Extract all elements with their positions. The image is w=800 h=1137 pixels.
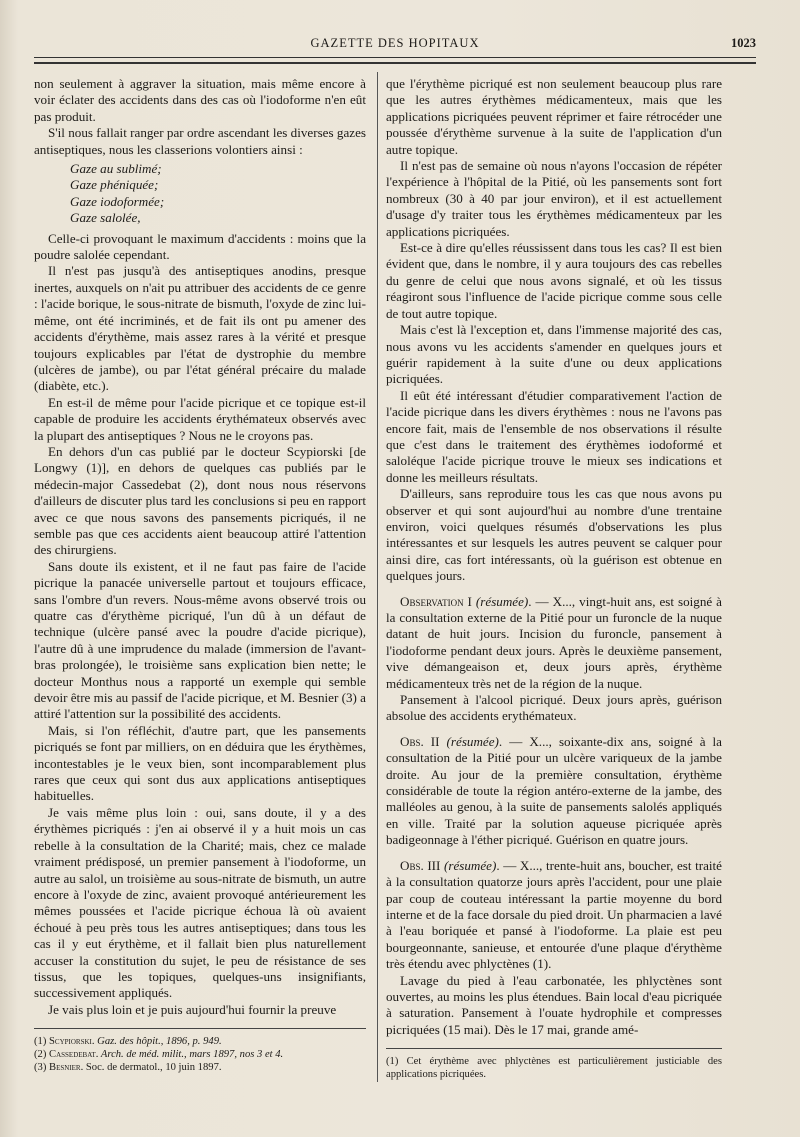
observation-resumee: (résumée): [446, 733, 499, 749]
observation-3: [386, 858, 722, 973]
paragraph: Il n'est pas jusqu'à des antiseptiques anodins, presque inertes, auxquels on n'ait pu attribuer des accidents de ce genre : l'acide borique, le sous-nitrate de bismuth, l'oxyde de zinc lui-même, ont été incriminés, et de fait ils ont pu amener des accidents d'érythème, mais assez rares à la vérité et presque toujours explicables par l'état de dystrophie du membre (ulcères de jambe), ou par l'état général précaire du malade (diabète, etc.).: [34, 263, 366, 394]
observation-1: [386, 594, 722, 692]
footnote-text: Arch. de méd. milit., mars 1897, nos 3 et 4.: [98, 1049, 284, 1061]
paragraph: Mais c'est là l'exception et, dans l'immense majorité des cas, nous avons vu les accidents s'amender en quelques jours et guérir rapidement à la suite d'une ou deux applications picriquées.: [386, 322, 722, 387]
paragraph: Est-ce à dire qu'elles réussissent dans tous les cas? Il est bien évident que, dans le nombre, il y aura toujours des cas rebelles du genre de celui que nous avons signalé, et où les tissus réagiront sous l'influence de l'acide picrique comme sous celle de tout autre topique.: [386, 240, 722, 321]
footnote-text: Gaz. des hôpit., 1896, p. 949.: [94, 1036, 222, 1048]
footnote: [34, 1048, 366, 1061]
observation-2: [386, 734, 722, 849]
header-rule: [34, 57, 756, 58]
list-item: Gaze au sublimé;: [70, 161, 162, 177]
observation-resumee: (résumée): [444, 857, 497, 873]
footnote-rule: [386, 1048, 722, 1049]
paragraph: D'ailleurs, sans reproduire tous les cas que nous avons pu observer et qui sont aujourd'hui au nombre d'une trentaine environ, voici quelques résumés d'observations les plus intéressantes et sur lesquels les autres peuvent se calquer pour ainsi dire, cas fort intéressants, où la guérison est obtenue en quelques jours.: [386, 486, 722, 584]
paragraph: Je vais plus loin et je puis aujourd'hui fournir la preuve: [48, 1001, 337, 1017]
paragraph: Mais, si l'on réfléchit, d'autre part, que les pansements picriqués se font par milliers, on en déduira que les érythèmes, incontestables je le veux bien, sont incomparablement plus rares que ceux qui sont dus aux applications antiseptiques habituelles.: [34, 722, 366, 804]
running-header: [34, 36, 756, 52]
paragraph: En dehors d'un cas publié par le docteur Scypiorski [de Longwy (1)], en dehors de quelques cas publiés par le médecin-major Cassedebat (2), dont nous nous réservons d'ailleurs de discuter plus tard les conclusions si peu en rapport avec ce que nous savons des pansements picriqués, il ne semble pas que ces accidents aient beaucoup attiré l'attention des chirurgiens.: [34, 443, 366, 558]
footnote-author: Cassedebat.: [49, 1049, 99, 1061]
footnote-author: Besnier.: [49, 1062, 84, 1074]
column-divider: [377, 72, 378, 1082]
observation-resumee: (résumée): [475, 593, 529, 609]
gauze-list: [70, 161, 366, 227]
observation-text: . — X..., vingt-huit ans, est soigné à la consultation externe de la Pitié pour un furoncle de la nuque datant de huit jours. Incision du furoncle, pansement à l'iodoforme pendant deux jours. Après le deuxième pansement, vive démangeaison et, deux jours après, érythème médicamenteux très net de la région de la nuque.: [386, 593, 722, 691]
paragraph: Sans doute ils existent, et il ne faut pas faire de l'acide picrique la panacée universelle partout et toujours efficace, sans l'ombre d'un revers. Nous-même avons observé trois ou quatre cas d'érythème picriqué, l'un dû à un défaut de technique (ulcère pansé avec la poudre d'acide picrique), l'autre dû à une imprudence du malade (immersion de l'avant-bras prolongée), le troisième sans explication bien nette; le docteur Monthus nous a rapporté un exemple qui semble devoir être mis au passif de l'acide picrique, et M. Besnier (3) a attiré l'attention sur la possibilité des accidents.: [34, 558, 366, 722]
header-double-rule: [34, 62, 756, 64]
paragraph: Celle-ci provoquant le maximum d'accidents : moins que la poudre salolée cependant.: [34, 230, 366, 263]
paragraph: Il n'est pas de semaine où nous n'ayons l'occasion de répéter l'expérience à l'hôpital de la Pitié, où les pansements sont fort nombreux (30 à 40 par jour environ), et il est actuellement d'usage d'y traiter tous les érythèmes médicamenteux par les applications picriquées.: [386, 158, 722, 239]
observation-label: Obs. III: [400, 857, 441, 873]
footnote-number: (1): [34, 1036, 47, 1048]
paragraph: S'il nous fallait ranger par ordre ascendant les diverses gazes antiseptiques, nous les classerions volontiers ainsi :: [34, 125, 366, 157]
list-item: Gaze phéniquée;: [70, 177, 159, 193]
observation-text: . — X..., trente-huit ans, boucher, est traité à la consultation quatorze jours après l'accident, pour une plaie par coup de couteau intéressant la partie moyenne du bord interne et de la face dorsale du pied droit. Un pharmacien a lavé à l'eau boriquée et pansé à l'iodoforme. La plaie est peu bourgeonnante, sanieuse, et entourée d'une plaque d'érythème très étendu avec phlyctènes (1).: [386, 857, 722, 972]
list-item: Gaze salolée,: [70, 210, 141, 226]
paragraph: Je vais même plus loin : oui, sans doute, il y a des érythèmes picriqués : j'en ai observé il y a huit mois un cas rebelle à la consultation de la Charité; mais, chez ce malade vraiment prédisposé, un premier pansement à l'iodoforme, un autre au salol, un troisième au sous-nitrate de bismuth, un autre encore à l'oxyde de zinc, avaient provoqué antérieurement les mêmes poussées et l'acide picrique échoua là où avaient échoué à peu près tous les autres antiseptiques; dans tous les cas il y eut érythème, et il fallait bien plus naturellement accuser la constitution du sujet, le peu de résistance de ses tissus, que les topiques, quelques-uns insignifiants, successivement appliqués.: [34, 804, 366, 1001]
footnote-number: (2): [34, 1049, 47, 1061]
journal-title: GAZETTE DES HOPITAUX: [310, 36, 480, 50]
observation-label: Obs. II: [400, 733, 440, 749]
paragraph: Lavage du pied à l'eau carbonatée, les phlyctènes sont ouvertes, au moins les plus étendues. Bain local d'eau picriquée à saturation. Pansement à l'ouate hydrophile et compresses picriquées (15 mai). Dès le 17 mai, grande amé-: [386, 972, 722, 1037]
list-item: Gaze iodoformée;: [70, 193, 165, 209]
footnote: (1) Cet érythème avec phlyctènes est particulièrement justiciable des applications picriquées.: [386, 1056, 722, 1081]
footnote-number: (3): [34, 1062, 47, 1074]
paragraph: Pansement à l'alcool picriqué. Deux jours après, guérison absolue des accidents erythémateux.: [386, 692, 722, 724]
footnote-text: Soc. de dermatol., 10 juin 1897.: [83, 1062, 222, 1074]
observation-text: . — X..., soixante-dix ans, soigné à la consultation de la Pitié pour un ulcère variqueux de la jambe droite. Au jour de la première consultation, érythème considérable de toute la région antéro-externe de la jambe, des malléoles au genou, à la suite de pansements salolés appliqués en ville. Traité par la solution aqueuse picriquée après badigeonnage à l'éther picriqué. Guérison en quatre jours.: [386, 733, 722, 848]
observation-label: Observation I: [400, 593, 472, 609]
paragraph: non seulement à aggraver la situation, mais même encore à voir éclater des accidents dans des cas où l'iodoforme n'en eût pas produit.: [34, 76, 366, 124]
right-column: [386, 76, 722, 1081]
footnote: [34, 1035, 366, 1048]
paragraph: En est-il de même pour l'acide picrique et ce topique est-il capable de produire les accidents érythémateux observés avec la plupart des antiseptiques ? Nous ne le croyons pas.: [34, 394, 366, 443]
page-number: 1023: [731, 36, 756, 50]
paragraph: Il eût été intéressant d'étudier comparativement l'action de l'acide picrique dans les divers érythèmes : nous ne l'avons pas encore fait, mais de l'ensemble de nos observations il résulte que c'est dans le traitement des érythèmes iodoformé et saloléque l'acide picrique trouve le mieux ses indications et donne les meilleurs résultats.: [386, 387, 722, 485]
footnote: [34, 1061, 366, 1074]
left-column: [34, 76, 366, 1074]
footnote-author: Scypiorski.: [49, 1036, 95, 1048]
paragraph: que l'érythème picriqué est non seulement beaucoup plus rare que les autres érythèmes médicamenteux, mais que les applications picriquées peuvent réprimer et faire rétrocéder une poussée d'érythème survenue à la suite de l'application d'un autre topique.: [386, 76, 722, 157]
footnote-rule: [34, 1028, 366, 1029]
